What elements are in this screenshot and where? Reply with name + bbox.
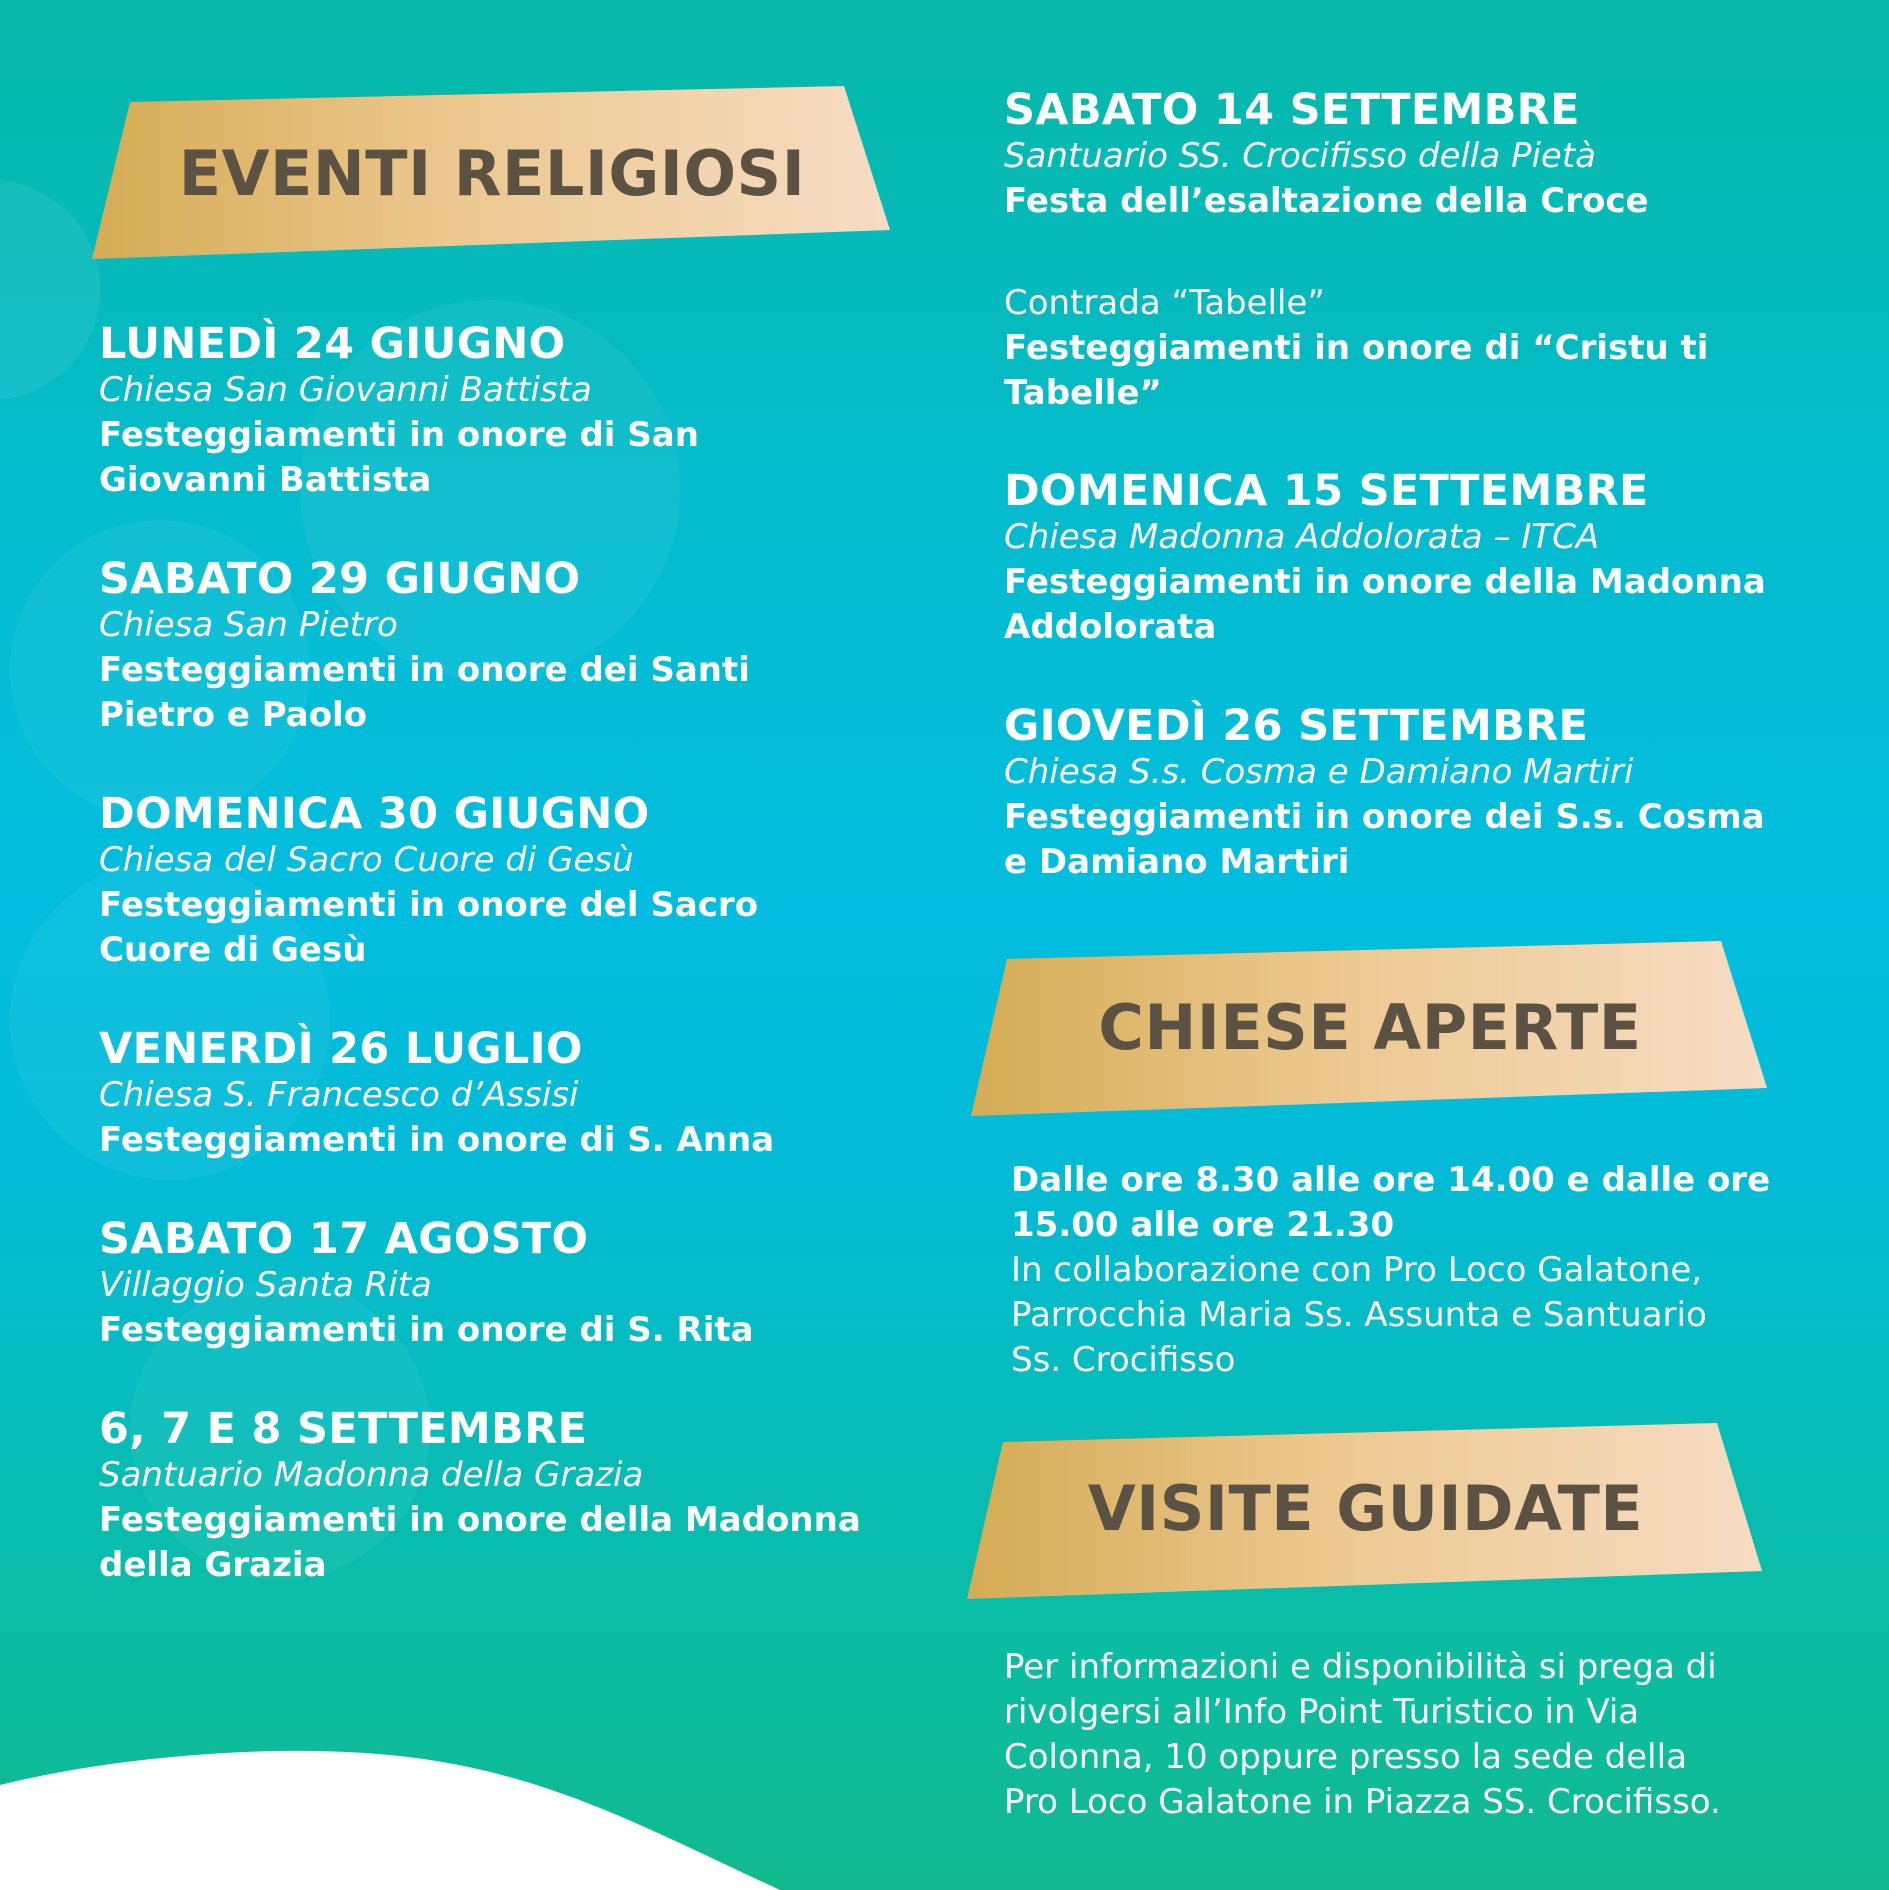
visite-guidate-info <box>1004 1645 1721 1825</box>
chiese-aperte-title: CHIESE APERTE <box>1098 991 1642 1064</box>
info-text-line: Per informazioni e disponibilità si prega di <box>1004 1647 1717 1687</box>
event-date: DOMENICA 30 GIUGNO <box>99 789 650 839</box>
event-venue: Chiesa San Giovanni Battista <box>99 370 592 410</box>
chiese-aperte-banner <box>971 941 1769 1116</box>
event-description-line: Festeggiamenti in onore della Madonna <box>1004 562 1766 602</box>
event-description-line: Festeggiamenti in onore del Sacro <box>99 885 759 925</box>
chiese-aperte-info <box>1011 1158 1770 1383</box>
event-sabato-14-settembre <box>1004 86 1649 224</box>
event-date: SABATO 29 GIUGNO <box>99 554 581 604</box>
event-date: GIOVEDÌ 26 SETTEMBRE <box>1004 701 1589 751</box>
event-date: SABATO 14 SETTEMBRE <box>1004 85 1580 135</box>
eventi-religiosi-banner <box>92 86 892 261</box>
event-venue: Chiesa S.s. Cosma e Damiano Martiri <box>1004 752 1634 792</box>
event-venue: Chiesa Madonna Addolorata – ITCA <box>1004 517 1600 557</box>
event-description-line: Cuore di Gesù <box>99 930 367 970</box>
event-date: LUNEDÌ 24 GIUGNO <box>99 319 566 369</box>
event-description-line: Pietro e Paolo <box>99 695 368 735</box>
event-description-line: Festeggiamenti in onore dei S.s. Cosma <box>1004 797 1765 837</box>
event-venue: Contrada “Tabelle” <box>1004 283 1325 323</box>
event-contrada-tabelle <box>1004 281 1708 416</box>
info-text-line: Colonna, 10 oppure presso la sede della <box>1004 1737 1687 1777</box>
collaboration-text-line: In collaborazione con Pro Loco Galatone, <box>1011 1250 1703 1290</box>
opening-hours-line: Dalle ore 8.30 alle ore 14.00 e dalle ore <box>1011 1160 1771 1200</box>
event-venue: Santuario SS. Crocifisso della Pietà <box>1004 136 1597 176</box>
event-domenica-30-giugno <box>99 790 758 973</box>
collaboration-text-line: Parrocchia Maria Ss. Assunta e Santuario <box>1011 1295 1707 1335</box>
event-date: DOMENICA 15 SETTEMBRE <box>1004 466 1649 516</box>
opening-hours-line: 15.00 alle ore 21.30 <box>1011 1205 1395 1245</box>
event-description-line: Addolorata <box>1004 607 1217 647</box>
bottom-wave-decoration <box>0 1740 900 1890</box>
event-venue: Chiesa S. Francesco d’Assisi <box>99 1075 579 1115</box>
eventi-religiosi-title: EVENTI RELIGIOSI <box>178 137 806 210</box>
event-6-7-8-settembre <box>99 1405 861 1588</box>
event-sabato-29-giugno <box>99 555 750 738</box>
event-description-line: Festeggiamenti in onore di S. Rita <box>99 1310 754 1350</box>
event-date: SABATO 17 AGOSTO <box>99 1214 589 1264</box>
event-description-line: Giovanni Battista <box>99 460 432 500</box>
event-venerdi-26-luglio <box>99 1025 774 1163</box>
event-description-line: della Grazia <box>99 1545 327 1585</box>
event-description-line: e Damiano Martiri <box>1004 842 1350 882</box>
event-lunedi-24-giugno <box>99 320 699 503</box>
event-venue: Santuario Madonna della Grazia <box>99 1455 644 1495</box>
event-date: VENERDÌ 26 LUGLIO <box>99 1024 583 1074</box>
event-giovedi-26-settembre <box>1004 702 1765 885</box>
event-venue: Villaggio Santa Rita <box>99 1265 432 1305</box>
event-description-line: Festeggiamenti in onore di “Cristu ti <box>1004 328 1709 368</box>
visite-guidate-title: VISITE GUIDATE <box>1087 1472 1644 1545</box>
visite-guidate-banner <box>967 1423 1764 1599</box>
event-description-line: Festeggiamenti in onore dei Santi <box>99 650 750 690</box>
background-circle <box>0 180 100 400</box>
collaboration-text-line: Ss. Crocifisso <box>1011 1340 1236 1380</box>
event-description-line: Festeggiamenti in onore della Madonna <box>99 1500 861 1540</box>
event-venue: Chiesa San Pietro <box>99 605 398 645</box>
event-domenica-15-settembre <box>1004 467 1766 650</box>
event-date: 6, 7 E 8 SETTEMBRE <box>99 1404 588 1454</box>
info-text-line: Pro Loco Galatone in Piazza SS. Crocifisso. <box>1004 1782 1721 1822</box>
event-description-line: Tabelle” <box>1004 373 1162 413</box>
event-sabato-17-agosto <box>99 1215 754 1353</box>
event-description-line: Festeggiamenti in onore di S. Anna <box>99 1120 775 1160</box>
event-venue: Chiesa del Sacro Cuore di Gesù <box>99 840 634 880</box>
event-description-line: Festa dell’esaltazione della Croce <box>1004 181 1649 221</box>
event-description-line: Festeggiamenti in onore di San <box>99 415 699 455</box>
info-text-line: rivolgersi all’Info Point Turistico in Via <box>1004 1692 1640 1732</box>
